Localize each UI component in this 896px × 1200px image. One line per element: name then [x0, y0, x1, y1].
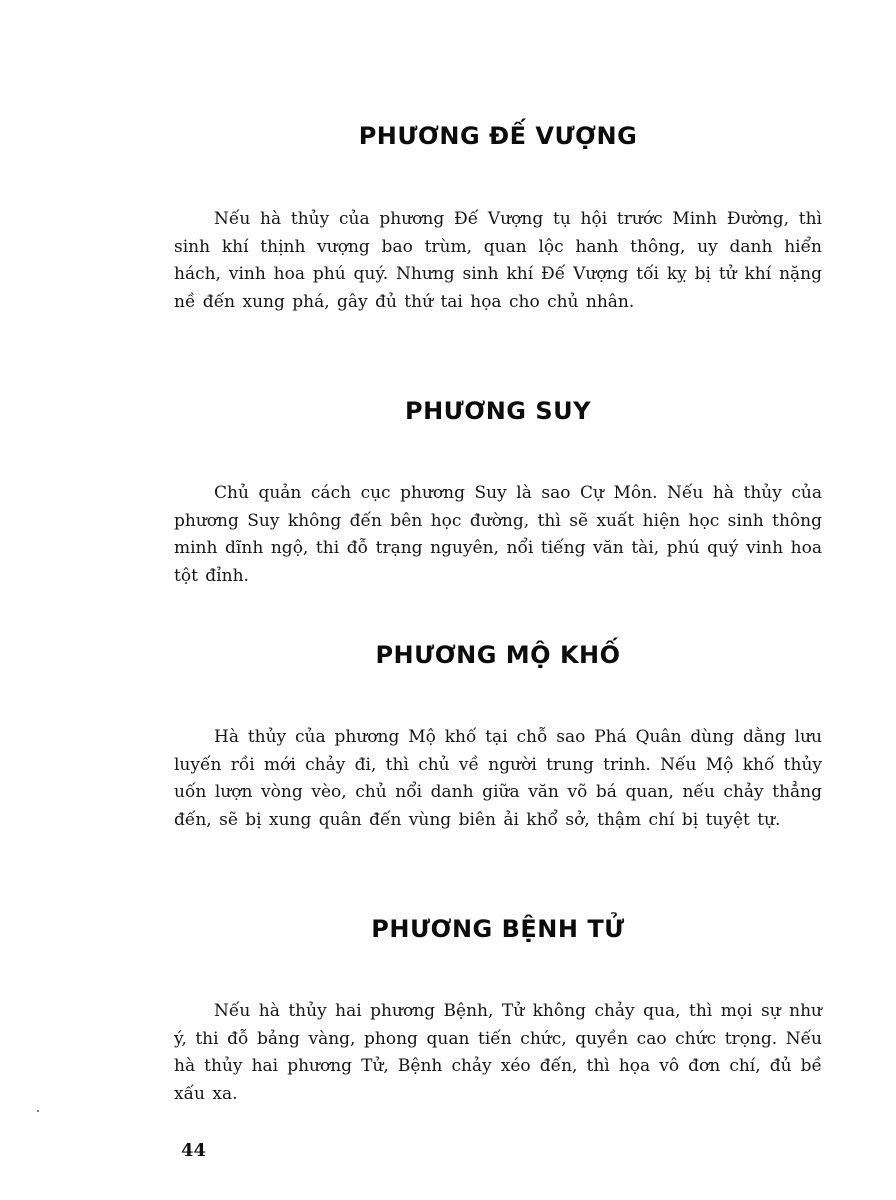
section-body: Nếu hà thủy hai phương Bệnh, Tử không chảy qua, thì mọi sự như ý, thi đỗ bảng vàng, phong quan tiến chức, quyền cao chức trọng. Nếu hà thủy hai phương Tử, Bệnh chảy xéo đến, thì họa vô đơn chí, đủ bề xấu xa. [174, 1001, 822, 1104]
section-body: Hà thủy của phương Mộ khố tại chỗ sao Phá Quân dùng dằng lưu luyến rồi mới chảy đi, thì chủ về người trung trinh. Nếu Mộ khố thủy uốn lượn vòng vèo, chủ nổi danh giữa văn võ bá quan, nếu chảy thẳng đến, sẽ bị xung quân đến vùng biên ải khổ sở, thậm chí bị tuyệt tự. [174, 727, 822, 830]
section-phuong-suy [174, 396, 822, 590]
section-heading: PHƯƠNG BỆNH TỬ [371, 915, 625, 943]
scan-speck [37, 1110, 39, 1112]
section-body: Chủ quản cách cục phương Suy là sao Cự Môn. Nếu hà thủy của phương Suy không đến bên học đường, thì sẽ xuất hiện học sinh thông minh dĩnh ngộ, thi đỗ trạng nguyên, nổi tiếng văn tài, phú quý vinh hoa tột đỉnh. [174, 483, 822, 586]
section-body: Nếu hà thủy của phương Đế Vượng tụ hội trước Minh Đường, thì sinh khí thịnh vượng bao trùm, quan lộc hanh thông, uy danh hiển hách, vinh hoa phú quý. Nhưng sinh khí Đế Vượng tối kỵ bị tử khí nặng nề đến xung phá, gây đủ thứ tai họa cho chủ nhân. [174, 209, 822, 312]
section-heading: PHƯƠNG MỘ KHỐ [375, 641, 621, 669]
section-phuong-de-vuong [174, 121, 822, 316]
page-number: 44 [181, 1140, 207, 1161]
section-phuong-mo-kho [174, 640, 822, 834]
section-heading: PHƯƠNG SUY [405, 397, 591, 425]
section-phuong-benh-tu [174, 914, 822, 1108]
section-heading: PHƯƠNG ĐẾ VƯỢNG [358, 122, 638, 150]
